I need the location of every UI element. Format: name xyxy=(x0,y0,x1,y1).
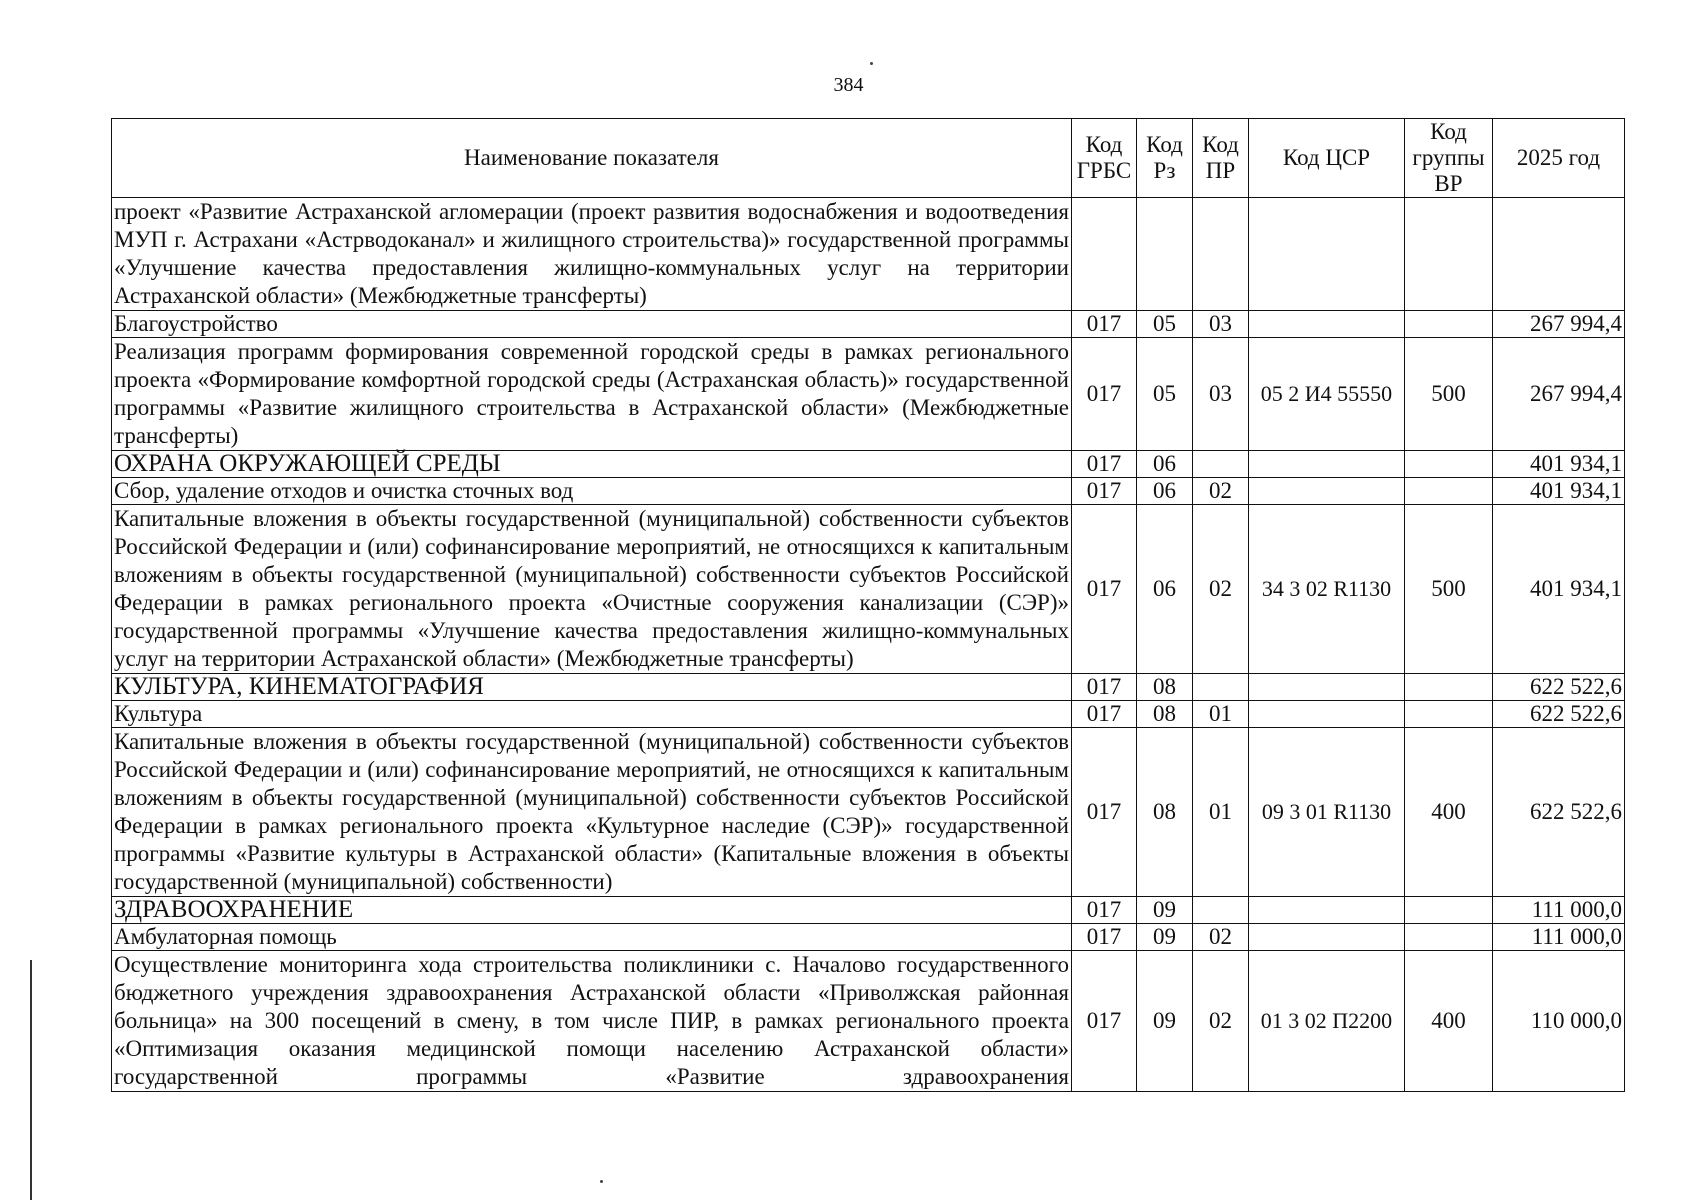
table-row xyxy=(112,674,1625,701)
row-rz: 09 xyxy=(1137,897,1193,924)
header-vr: Код группы ВР xyxy=(1405,119,1493,198)
row-csr xyxy=(1249,674,1405,701)
row-name: КУЛЬТУРА, КИНЕМАТОГРАФИЯ xyxy=(112,674,1072,701)
row-grbs: 017 xyxy=(1072,701,1137,728)
table-row xyxy=(112,451,1625,478)
row-name: Реализация программ формирования современной городской среды в рамках регионального проекта «Формирование комфортной городской среды (Астраханская область)» государственной программы «Развитие жилищного строительства в Астраханской области» (Межбюджетные трансферты) xyxy=(112,338,1072,451)
row-csr: 01 3 02 П2200 xyxy=(1249,951,1405,1092)
row-rz xyxy=(1137,198,1193,311)
scan-speck xyxy=(600,1180,603,1183)
row-name: Осуществление мониторинга хода строительства поликлиники с. Началово государственного бюджетного учреждения здравоохранения Астраханской области «Приволжская районная больница» на 300 посещений в смену, в том числе ПИР, в рамках регионального проекта «Оптимизация оказания медицинской помощи населению Астраханской области» государственной программы «Развитие здравоохранения xyxy=(112,951,1072,1092)
row-csr xyxy=(1249,924,1405,951)
row-csr xyxy=(1249,701,1405,728)
table-row xyxy=(112,505,1625,674)
row-csr: 09 3 01 R1130 xyxy=(1249,728,1405,897)
row-amount xyxy=(1493,198,1625,311)
row-vr: 400 xyxy=(1405,728,1493,897)
row-vr xyxy=(1405,674,1493,701)
row-rz: 06 xyxy=(1137,478,1193,505)
row-pr: 03 xyxy=(1193,311,1249,338)
row-csr xyxy=(1249,198,1405,311)
row-amount: 111 000,0 xyxy=(1493,924,1625,951)
header-grbs: Код ГРБС xyxy=(1072,119,1137,198)
row-rz: 08 xyxy=(1137,728,1193,897)
table-row xyxy=(112,338,1625,451)
row-name: Капитальные вложения в объекты государственной (муниципальной) собственности субъектов Российской Федерации и (или) софинансирование мероприятий, не относящихся к капитальным вложениям в объекты государственной (муниципальной) собственности субъектов Российской Федерации в рамках регионального проекта «Культурное наследие (СЭР)» государственной программы «Развитие культуры в Астраханской области» (Капитальные вложения в объекты государственной (муниципальной) собственности) xyxy=(112,728,1072,897)
row-grbs: 017 xyxy=(1072,924,1137,951)
row-pr xyxy=(1193,897,1249,924)
row-grbs: 017 xyxy=(1072,951,1137,1092)
row-rz: 05 xyxy=(1137,311,1193,338)
table-row xyxy=(112,897,1625,924)
margin-scan-line xyxy=(30,960,32,1200)
row-grbs: 017 xyxy=(1072,478,1137,505)
row-csr xyxy=(1249,311,1405,338)
header-name: Наименование показателя xyxy=(112,119,1072,198)
row-rz: 06 xyxy=(1137,505,1193,674)
row-grbs xyxy=(1072,198,1137,311)
row-vr xyxy=(1405,451,1493,478)
row-pr: 02 xyxy=(1193,505,1249,674)
row-vr: 500 xyxy=(1405,505,1493,674)
row-name: Сбор, удаление отходов и очистка сточных вод xyxy=(112,478,1072,505)
table-row xyxy=(112,924,1625,951)
row-rz: 05 xyxy=(1137,338,1193,451)
row-csr xyxy=(1249,478,1405,505)
row-pr xyxy=(1193,451,1249,478)
row-name: проект «Развитие Астраханской агломерации (проект развития водоснабжения и водоотведения МУП г. Астрахани «Астрводоканал» и жилищного строительства)» государственной программы «Улучшение качества предоставления жилищно-коммунальных услуг на территории Астраханской области» (Межбюджетные трансферты) xyxy=(112,198,1072,311)
row-grbs: 017 xyxy=(1072,674,1137,701)
row-name: ОХРАНА ОКРУЖАЮЩЕЙ СРЕДЫ xyxy=(112,451,1072,478)
row-amount: 401 934,1 xyxy=(1493,478,1625,505)
row-amount: 110 000,0 xyxy=(1493,951,1625,1092)
row-csr: 05 2 И4 55550 xyxy=(1249,338,1405,451)
table-row xyxy=(112,478,1625,505)
header-pr: Код ПР xyxy=(1193,119,1249,198)
row-name: ЗДРАВООХРАНЕНИЕ xyxy=(112,897,1072,924)
row-name: Амбулаторная помощь xyxy=(112,924,1072,951)
row-vr: 500 xyxy=(1405,338,1493,451)
row-pr: 01 xyxy=(1193,728,1249,897)
row-amount: 267 994,4 xyxy=(1493,338,1625,451)
row-rz: 08 xyxy=(1137,701,1193,728)
row-amount: 401 934,1 xyxy=(1493,505,1625,674)
table-row xyxy=(112,311,1625,338)
row-csr xyxy=(1249,451,1405,478)
table-header-row xyxy=(112,119,1625,198)
row-csr: 34 3 02 R1130 xyxy=(1249,505,1405,674)
row-vr xyxy=(1405,198,1493,311)
row-grbs: 017 xyxy=(1072,897,1137,924)
row-grbs: 017 xyxy=(1072,505,1137,674)
row-vr xyxy=(1405,478,1493,505)
table-row xyxy=(112,728,1625,897)
row-pr: 03 xyxy=(1193,338,1249,451)
row-amount: 111 000,0 xyxy=(1493,897,1625,924)
header-csr: Код ЦСР xyxy=(1249,119,1405,198)
row-name: Капитальные вложения в объекты государственной (муниципальной) собственности субъектов Российской Федерации и (или) софинансирование мероприятий, не относящихся к капитальным вложениям в объекты государственной (муниципальной) собственности субъектов Российской Федерации в рамках регионального проекта «Очистные сооружения канализации (СЭР)» государственной программы «Улучшение качества предоставления жилищно-коммунальных услуг на территории Астраханской области» (Межбюджетные трансферты) xyxy=(112,505,1072,674)
row-pr: 02 xyxy=(1193,951,1249,1092)
header-rz: Код Рз xyxy=(1137,119,1193,198)
row-grbs: 017 xyxy=(1072,728,1137,897)
budget-table xyxy=(111,118,1625,1092)
row-rz: 09 xyxy=(1137,951,1193,1092)
scan-speck xyxy=(870,62,873,65)
row-pr: 02 xyxy=(1193,924,1249,951)
row-pr: 02 xyxy=(1193,478,1249,505)
row-grbs: 017 xyxy=(1072,338,1137,451)
row-amount: 622 522,6 xyxy=(1493,674,1625,701)
row-grbs: 017 xyxy=(1072,311,1137,338)
row-name: Благоустройство xyxy=(112,311,1072,338)
row-grbs: 017 xyxy=(1072,451,1137,478)
row-rz: 08 xyxy=(1137,674,1193,701)
row-vr xyxy=(1405,701,1493,728)
row-rz: 06 xyxy=(1137,451,1193,478)
table-row xyxy=(112,951,1625,1092)
row-pr xyxy=(1193,198,1249,311)
row-vr xyxy=(1405,311,1493,338)
table-row xyxy=(112,198,1625,311)
row-vr xyxy=(1405,924,1493,951)
row-rz: 09 xyxy=(1137,924,1193,951)
row-name: Культура xyxy=(112,701,1072,728)
row-vr xyxy=(1405,897,1493,924)
row-amount: 267 994,4 xyxy=(1493,311,1625,338)
table-row xyxy=(112,701,1625,728)
row-csr xyxy=(1249,897,1405,924)
row-amount: 622 522,6 xyxy=(1493,728,1625,897)
row-pr: 01 xyxy=(1193,701,1249,728)
row-amount: 622 522,6 xyxy=(1493,701,1625,728)
row-pr xyxy=(1193,674,1249,701)
page-number: 384 xyxy=(833,74,864,96)
row-amount: 401 934,1 xyxy=(1493,451,1625,478)
header-year: 2025 год xyxy=(1493,119,1625,198)
row-vr: 400 xyxy=(1405,951,1493,1092)
